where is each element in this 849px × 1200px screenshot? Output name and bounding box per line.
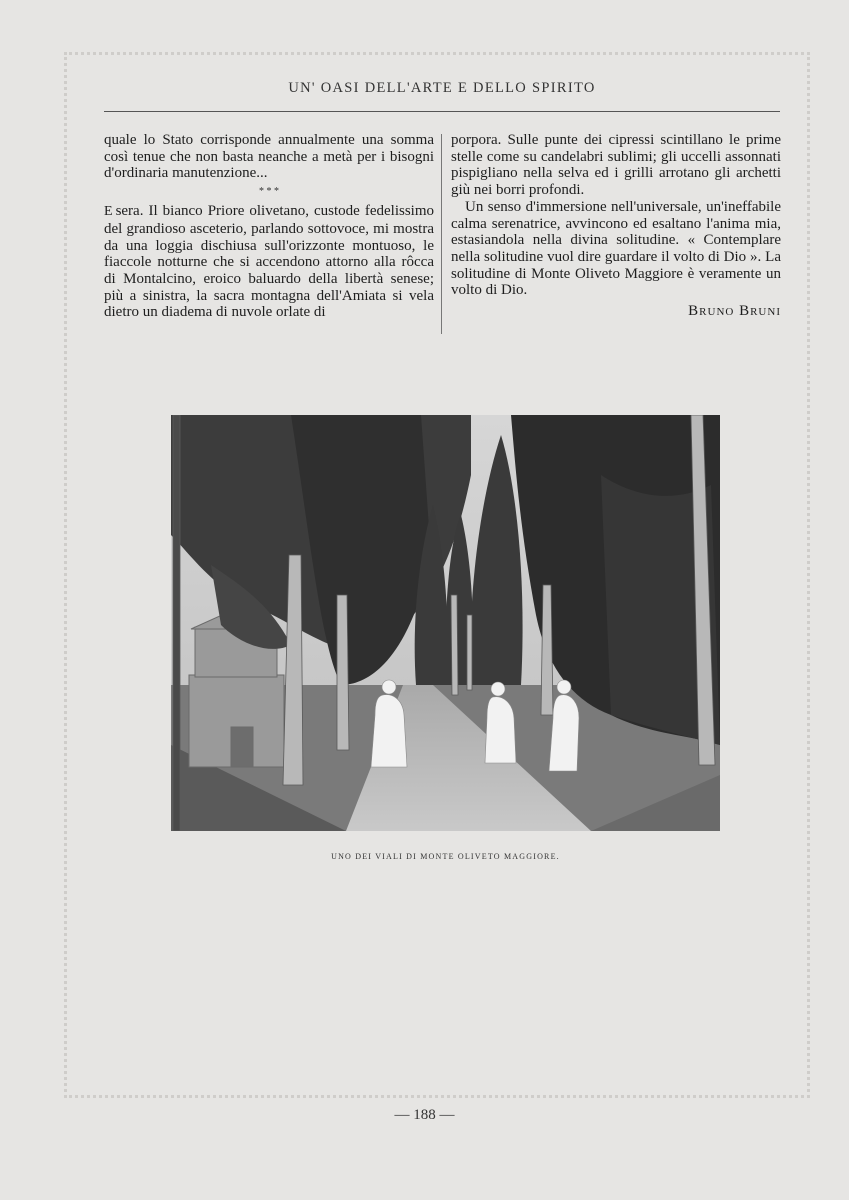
author-signature: Bruno Bruni bbox=[688, 303, 781, 320]
initial-letter: E bbox=[104, 204, 113, 220]
column-divider bbox=[441, 134, 442, 334]
right-paragraph-1: porpora. Sulle punte dei cipressi scintillano le prime stelle come su candelabri sublimi; gli uccelli assonnati pispigliano nella selva ed i grilli arrotano gli archetti giù nei borri profondi. bbox=[451, 132, 781, 199]
section-separator: * * * bbox=[259, 186, 279, 198]
left-column bbox=[104, 132, 434, 321]
left-paragraph-2 bbox=[104, 203, 434, 321]
right-paragraph-2: Un senso d'immersione nell'universale, un'ineffabile calma serenatrice, avvincono ed esaltano l'anima mia, estasiandola nella divina solitudine. « Contemplare nella solitudine vuol dire guardare il volto di Dio ». La solitudine di Monte Oliveto Maggiore è veramente un volto di Dio. bbox=[451, 198, 781, 299]
photo-caption: UNO DEI VIALI DI MONTE OLIVETO MAGGIORE. bbox=[331, 852, 560, 861]
left-paragraph-1: quale lo Stato corrisponde annualmente una somma così tenue che non basta neanche a metà per i bisogni d'ordinaria manutenzione... bbox=[104, 132, 434, 182]
right-column bbox=[451, 132, 781, 320]
left-paragraph-2-text: sera. Il bianco Priore olivetano, custode fedelissimo del grandioso asceterio, parlando sottovoce, mi mostra da una loggia dischiusa sull'orizzonte montuoso, le fiaccole notturne che si accendono attorno alla rôcca di Montalcino, eroico baluardo della libertà senese; più a sinistra, la sacra montagna dell'Amiata si vela dietro un diadema di nuvole orlate di bbox=[104, 203, 434, 321]
running-head: UN' OASI DELL'ARTE E DELLO SPIRITO bbox=[288, 80, 596, 96]
page-number: — 188 — bbox=[394, 1107, 455, 1123]
header-rule bbox=[104, 111, 780, 112]
monastery-avenue-photo bbox=[171, 415, 720, 831]
photo-illustration bbox=[171, 415, 720, 831]
